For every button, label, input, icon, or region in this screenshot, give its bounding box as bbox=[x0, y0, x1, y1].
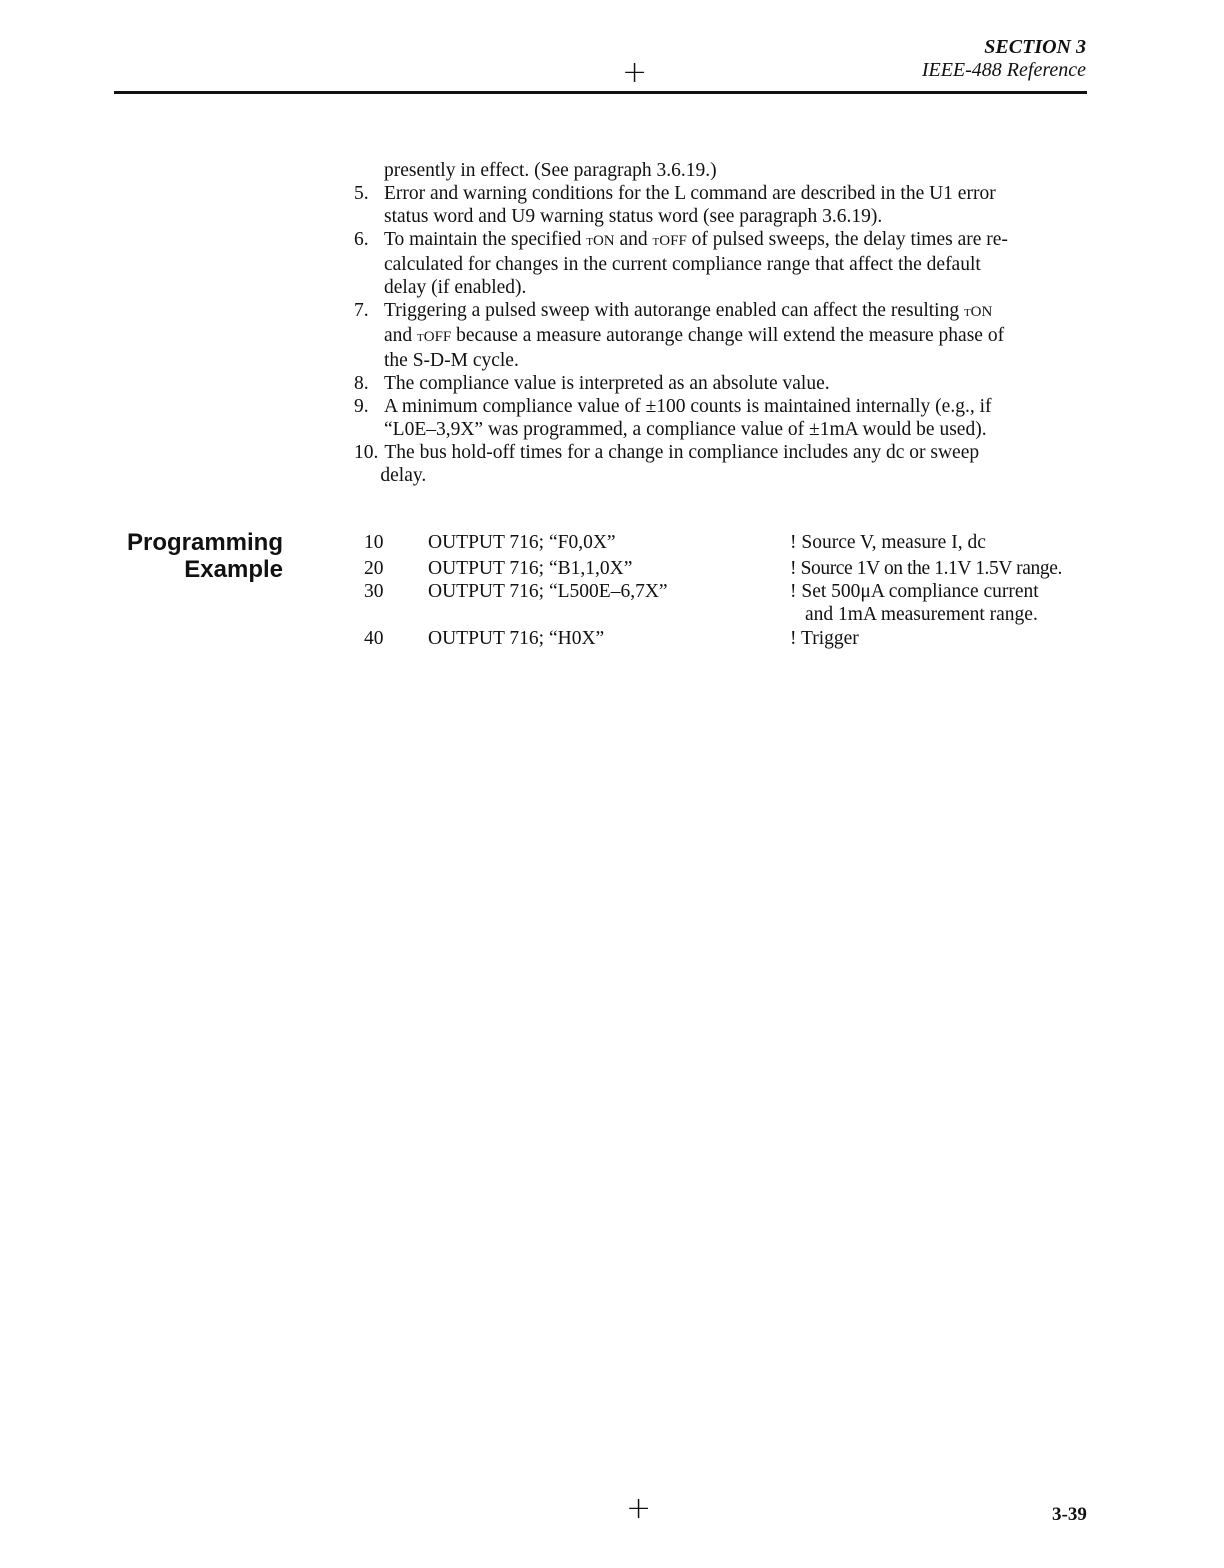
header-rule bbox=[114, 91, 1087, 94]
code-statement: OUTPUT 716; “H0X” bbox=[428, 628, 605, 649]
t-on-symbol: tON bbox=[963, 304, 993, 320]
code-comment: ! Set 500μA compliance current bbox=[790, 581, 1039, 602]
note-number: 6. bbox=[354, 229, 369, 250]
note-fragment: delay. bbox=[380, 465, 427, 486]
note-fragment: Triggering a pulsed sweep with autorange enabled can affect the resulting bbox=[384, 300, 964, 321]
note-number: 9. bbox=[354, 396, 369, 417]
note-number: 7. bbox=[354, 300, 369, 321]
t-off-symbol: tOFF bbox=[652, 233, 687, 249]
note-line bbox=[384, 228, 1094, 253]
code-comment: ! Source 1V on the 1.1V 1.5V range. bbox=[790, 558, 1062, 579]
code-statement: OUTPUT 716; “B1,1,0X” bbox=[428, 558, 633, 579]
note-line: Error and warning conditions for the L command are described in the U1 error bbox=[384, 183, 996, 204]
note-text bbox=[380, 441, 1094, 487]
registration-mark-bottom: + bbox=[626, 1491, 652, 1526]
note-item-10 bbox=[354, 441, 1094, 487]
note-text bbox=[384, 299, 1094, 372]
note-fragment: because a measure autorange change will extend the measure phase of bbox=[451, 325, 1005, 346]
code-line-number: 20 bbox=[364, 558, 384, 579]
note-fragment: To maintain the specified bbox=[384, 229, 587, 250]
code-line-number: 30 bbox=[364, 581, 384, 602]
note-line: The compliance value is interpreted as an absolute value. bbox=[384, 373, 830, 394]
note-number: 5. bbox=[354, 183, 369, 204]
t-off-symbol: tOFF bbox=[417, 329, 452, 345]
note-line: status word and U9 warning status word (see paragraph 3.6.19). bbox=[384, 206, 883, 227]
note-number: 8. bbox=[354, 373, 369, 394]
code-comment-continuation: and 1mA measurement range. bbox=[805, 604, 1038, 625]
note-item-7 bbox=[354, 299, 1094, 372]
note-text bbox=[384, 228, 1094, 299]
note-fragment: and bbox=[384, 325, 418, 346]
code-comment: ! Trigger bbox=[790, 628, 859, 649]
section-label: SECTION 3 bbox=[984, 36, 1086, 58]
note-item-5 bbox=[354, 182, 1094, 228]
note-continuation: presently in effect. (See paragraph 3.6.19.) bbox=[384, 160, 717, 181]
registration-mark-top: + bbox=[622, 55, 648, 90]
note-number: 10. bbox=[354, 442, 379, 463]
note-text bbox=[384, 182, 1094, 228]
note-line bbox=[384, 324, 1094, 349]
note-text bbox=[384, 395, 1094, 441]
t-on-symbol: tON bbox=[586, 233, 615, 249]
note-fragment: of pulsed sweeps, the delay times are re- bbox=[686, 229, 1008, 250]
code-statement: OUTPUT 716; “L500E–6,7X” bbox=[428, 581, 668, 602]
note-line: delay (if enabled). bbox=[384, 277, 527, 298]
code-line-number: 10 bbox=[364, 532, 384, 553]
code-comment: ! Source V, measure I, dc bbox=[790, 532, 986, 553]
note-line bbox=[384, 299, 1094, 324]
note-line: “L0E–3,9X” was programmed, a compliance value of ±1mA would be used). bbox=[384, 419, 987, 440]
heading-line: Example bbox=[184, 556, 283, 583]
note-item-6 bbox=[354, 228, 1094, 299]
section-subtitle: IEEE-488 Reference bbox=[921, 59, 1086, 81]
notes-list bbox=[354, 159, 1094, 487]
code-line-number: 40 bbox=[364, 628, 384, 649]
programming-example-heading bbox=[100, 529, 283, 583]
note-line: A minimum compliance value of ±100 counts is maintained internally (e.g., if bbox=[384, 396, 992, 417]
code-statement: OUTPUT 716; “F0,0X” bbox=[428, 532, 616, 553]
note-line: calculated for changes in the current compliance range that affect the default bbox=[384, 254, 981, 275]
note-line: the S-D-M cycle. bbox=[384, 350, 519, 371]
note-item-8 bbox=[354, 372, 1094, 395]
note-item-9 bbox=[354, 395, 1094, 441]
note-fragment: and bbox=[614, 229, 653, 250]
note-text bbox=[384, 372, 1094, 395]
note-line bbox=[350, 464, 1094, 487]
note-line: The bus hold-off times for a change in compliance includes any dc or sweep bbox=[384, 442, 980, 463]
heading-line: Programming bbox=[126, 529, 283, 556]
page-number: 3-39 bbox=[1052, 1504, 1087, 1525]
running-header bbox=[922, 36, 1086, 82]
